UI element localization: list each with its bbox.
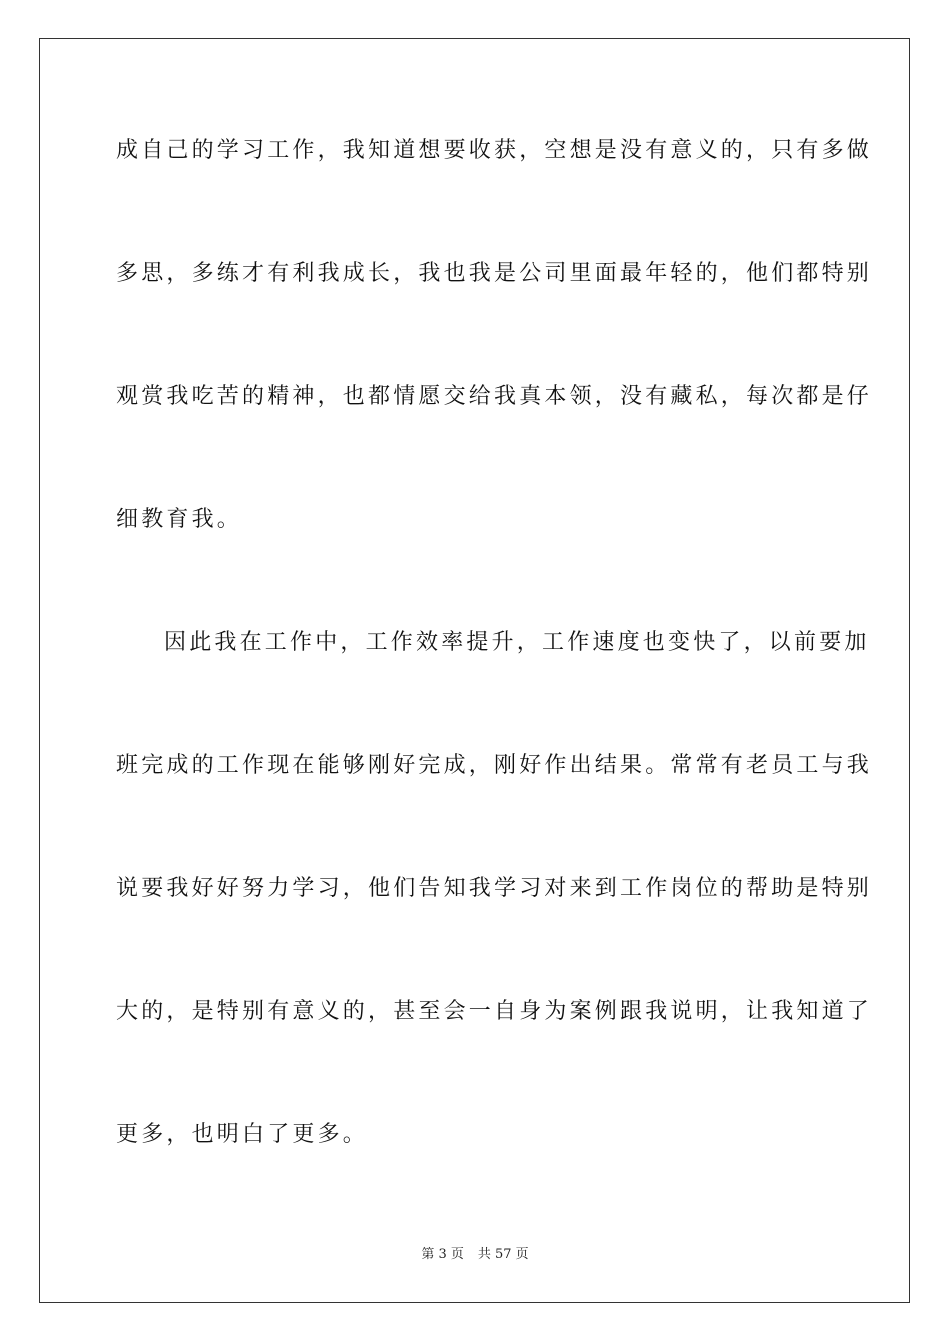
body-text-line: 细教育我。 bbox=[116, 507, 243, 532]
body-text-line: 班完成的工作现在能够刚好完成，刚好作出结果。常常有老员工与我 bbox=[116, 753, 873, 778]
body-text-line: 说要我好好努力学习，他们告知我学习对来到工作岗位的帮助是特别 bbox=[116, 876, 873, 901]
page-total: 共 57 页 bbox=[477, 1247, 529, 1262]
body-text-line: 大的，是特别有意义的，甚至会一自身为案例跟我说明，让我知道了 bbox=[116, 999, 873, 1024]
body-text-line: 成自己的学习工作，我知道想要收获，空想是没有意义的，只有多做 bbox=[116, 138, 873, 163]
body-text-line: 观赏我吃苦的精神，也都情愿交给我真本领，没有藏私，每次都是仔 bbox=[116, 384, 873, 409]
body-text-line: 多思，多练才有利我成长，我也我是公司里面最年轻的，他们都特别 bbox=[116, 261, 873, 286]
paragraph-first-line: 因此我在工作中，工作效率提升，工作速度也变快了，以前要加 bbox=[164, 630, 870, 655]
page-border bbox=[39, 38, 910, 1303]
page-number: 第 3 页 bbox=[421, 1247, 464, 1262]
page-footer bbox=[0, 1246, 950, 1264]
body-text-line: 更多，也明白了更多。 bbox=[116, 1122, 369, 1147]
